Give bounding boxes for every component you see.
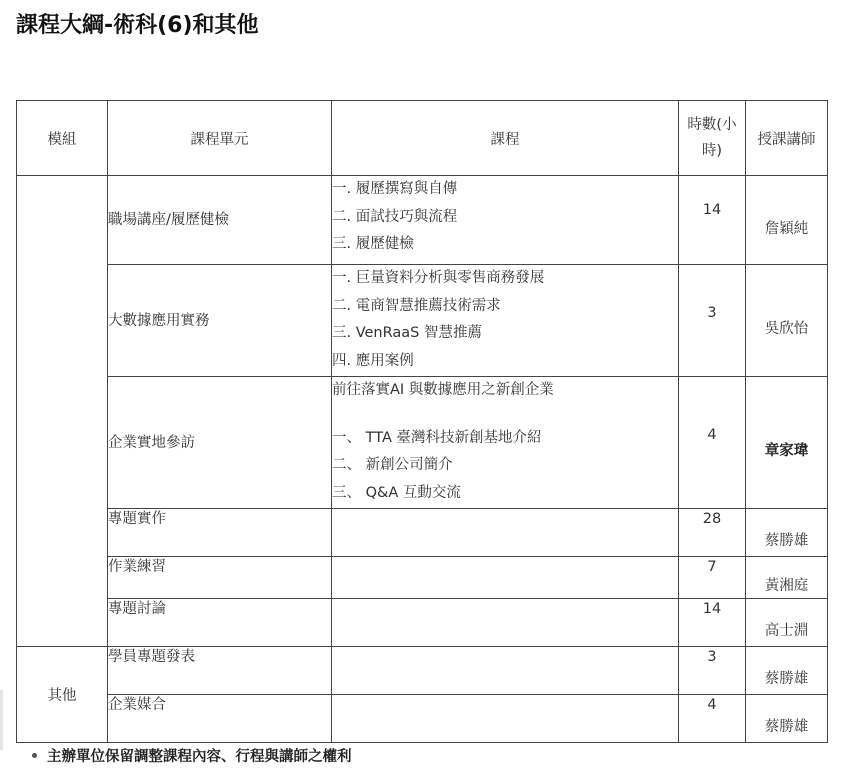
instructor-cell: 蔡勝雄 [746, 509, 828, 557]
course-line: 四. 應用案例 [332, 352, 414, 369]
instructor-cell: 高士淵 [746, 599, 828, 647]
unit-cell: 企業媒合 [108, 695, 332, 743]
instructor-cell: 蔡勝雄 [746, 695, 828, 743]
course-line: 一. 巨量資料分析與零售商務發展 [332, 270, 545, 286]
header-hours-line1: 時數(小 [687, 117, 737, 133]
table-row [17, 695, 828, 743]
course-cell [332, 176, 679, 265]
hours-cell: 4 [679, 377, 746, 509]
hours-cell: 4 [679, 695, 746, 743]
hours-cell: 7 [679, 557, 746, 599]
course-line: 三. 履歷健檢 [332, 236, 414, 252]
header-unit: 課程單元 [108, 101, 332, 176]
syllabus-table [16, 100, 828, 743]
course-gap [332, 405, 678, 425]
unit-cell: 專題實作 [108, 509, 332, 557]
unit-cell: 職場講座/履歷健檢 [108, 176, 332, 265]
hours-cell: 14 [679, 599, 746, 647]
notes-list-item [32, 745, 352, 766]
table-header-row [17, 101, 828, 176]
instructor-cell: 黃湘庭 [746, 557, 828, 599]
hours-cell: 14 [679, 176, 746, 265]
note-text: 主辦單位保留調整課程內容、行程與講師之權利 [47, 749, 352, 765]
course-line: 二. 面試技巧與流程 [332, 208, 458, 225]
hours-cell: 3 [679, 265, 746, 377]
left-edge-strip [0, 690, 3, 750]
course-line: 一. 履歷撰寫與自傳 [332, 181, 458, 197]
course-line: 一、 TTA 臺灣科技新創基地介紹 [332, 429, 542, 446]
table-row [17, 557, 828, 599]
instructor-cell: 吳欣怡 [746, 265, 828, 377]
page-title: 課程大綱-術科(6)和其他 [16, 13, 259, 38]
table-row [17, 377, 828, 509]
course-cell [332, 647, 679, 695]
module-cell-other: 其他 [17, 647, 108, 743]
hours-cell: 28 [679, 509, 746, 557]
course-cell [332, 509, 679, 557]
hours-cell: 3 [679, 647, 746, 695]
course-cell [332, 265, 679, 377]
unit-cell: 作業練習 [108, 557, 332, 599]
unit-cell: 學員專題發表 [108, 647, 332, 695]
instructor-cell: 蔡勝雄 [746, 647, 828, 695]
instructor-cell: 章家瑋 [746, 377, 828, 509]
unit-cell: 專題討論 [108, 599, 332, 647]
table-row [17, 599, 828, 647]
unit-cell: 大數據應用實務 [108, 265, 332, 377]
header-instructor: 授課講師 [746, 101, 828, 176]
table-row [17, 509, 828, 557]
bullet-icon [32, 753, 37, 758]
course-line: 三. VenRaaS 智慧推薦 [332, 325, 482, 341]
course-cell [332, 695, 679, 743]
table-row [17, 176, 828, 265]
header-hours [679, 101, 746, 176]
header-module: 模組 [17, 101, 108, 176]
table-row [17, 647, 828, 695]
course-cell [332, 557, 679, 599]
course-line: 前往落實AI 與數據應用之新創企業 [332, 382, 554, 398]
course-line: 二. 電商智慧推薦技術需求 [332, 297, 501, 314]
table-row [17, 265, 828, 377]
course-cell [332, 599, 679, 647]
header-hours-line2: 時) [701, 143, 723, 159]
header-course: 課程 [332, 101, 679, 176]
course-cell [332, 377, 679, 509]
course-line: 二、 新創公司簡介 [332, 457, 453, 473]
course-line: 三、 Q&A 互動交流 [332, 484, 461, 501]
instructor-cell: 詹穎純 [746, 176, 828, 265]
module-cell-main [17, 176, 108, 647]
unit-cell: 企業實地參訪 [108, 377, 332, 509]
